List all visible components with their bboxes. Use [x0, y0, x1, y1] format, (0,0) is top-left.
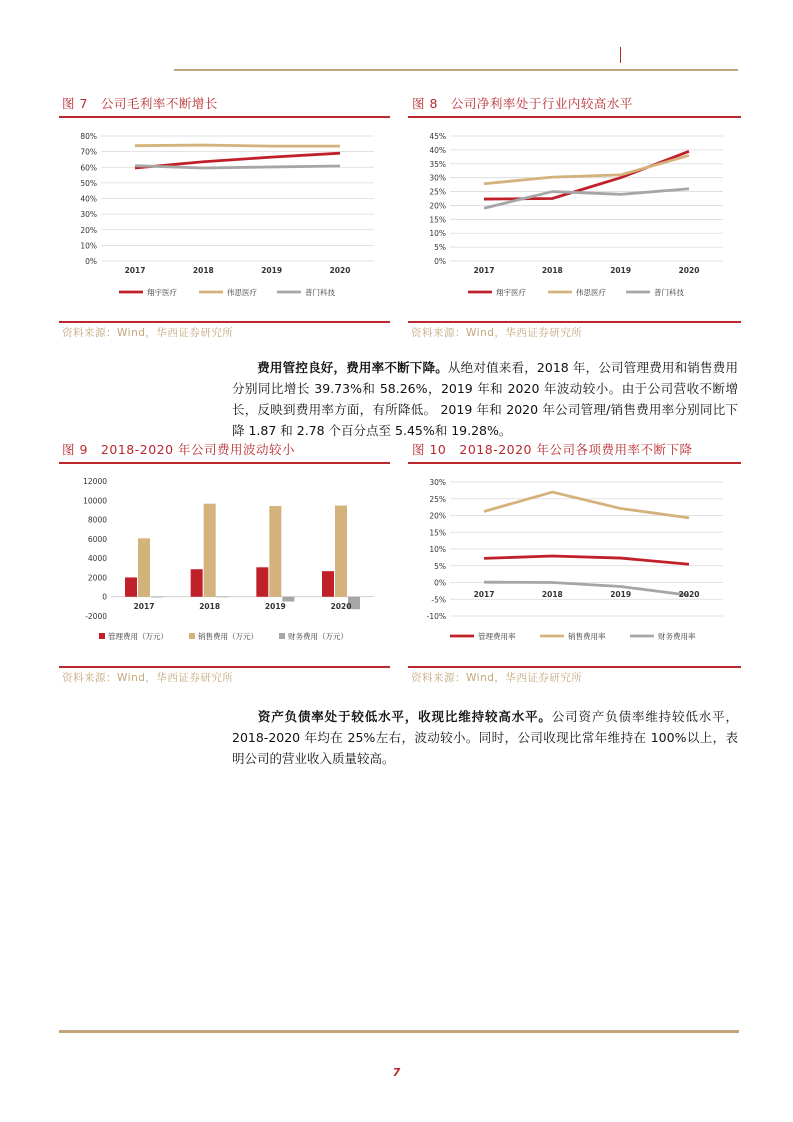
- fig10-ytick-label: -10%: [426, 612, 446, 621]
- fig9-bar-管理费用（万元）: [125, 577, 137, 596]
- fig9-bar-财务费用（万元）: [217, 596, 229, 597]
- fig9-xtick-label: 2018: [199, 602, 221, 611]
- fig7-legend-label: 翔宇医疗: [147, 288, 177, 297]
- fig10-ytick-label: 25%: [429, 494, 446, 504]
- paragraph-debt-ratio: [232, 706, 738, 769]
- fig7-ytick-label: 50%: [80, 178, 97, 188]
- paragraph-expense-control: [232, 357, 738, 441]
- fig10-chart: [408, 466, 741, 664]
- fig7-ytick-label: 20%: [80, 225, 97, 235]
- fig8-ytick-label: 15%: [429, 215, 446, 225]
- fig10-source: 资料来源：Wind，华西证券研究所: [411, 672, 583, 684]
- fig9-top-rule: [59, 462, 390, 464]
- page-number: 7: [392, 1066, 401, 1079]
- fig9-ytick-label: 12000: [83, 477, 107, 486]
- fig9-bar-财务费用（万元）: [151, 597, 163, 598]
- fig8-ytick-label: 20%: [429, 201, 446, 211]
- fig10-xtick-label: 2019: [610, 590, 632, 599]
- fig9-legend-label: 财务费用（万元）: [288, 632, 348, 641]
- fig10-ytick-label: 20%: [429, 511, 446, 521]
- fig8-top-rule: [408, 116, 741, 118]
- fig7-top-rule: [59, 116, 390, 118]
- fig8-ytick-label: 30%: [429, 173, 446, 183]
- fig7-legend-label: 普门科技: [305, 288, 335, 297]
- fig10-xtick-label: 2017: [473, 590, 495, 599]
- fig7-chart: [59, 120, 390, 320]
- fig8-ytick-label: 10%: [429, 229, 446, 239]
- fig9-ytick-label: 10000: [83, 496, 107, 506]
- fig8-xtick-label: 2019: [610, 266, 632, 275]
- fig10-series-line-销售费用率: [484, 492, 689, 518]
- fig7-source: 资料来源：Wind，华西证券研究所: [62, 327, 234, 339]
- paragraph-debt-ratio-lead: 资产负债率处于较低水平，收现比维持较高水平。: [257, 709, 552, 724]
- fig9-bottom-rule: [59, 666, 390, 668]
- fig10-xtick-label: 2018: [541, 590, 563, 599]
- fig10-legend-label: 销售费用率: [568, 632, 606, 641]
- fig9-legend-swatch: [99, 633, 105, 639]
- fig10-legend-label: 财务费用率: [658, 632, 696, 641]
- fig9-ytick-label: 6000: [87, 534, 107, 544]
- fig9-ytick-label: 4000: [87, 554, 107, 564]
- fig9-xtick-label: 2017: [133, 602, 155, 611]
- fig7-ytick-label: 40%: [80, 194, 97, 204]
- fig7-title: 图 7 公司毛利率不断增长: [62, 96, 218, 111]
- fig9-bar-管理费用（万元）: [191, 569, 203, 596]
- fig10-ytick-label: 30%: [429, 478, 446, 487]
- fig8-xtick-label: 2020: [678, 266, 700, 275]
- fig7-ytick-label: 10%: [80, 241, 97, 251]
- fig8-legend-label: 翔宇医疗: [496, 288, 526, 297]
- fig9-bar-财务费用（万元）: [282, 597, 294, 602]
- fig9-ytick-label: 0: [102, 592, 107, 602]
- fig8-ytick-label: 35%: [429, 159, 446, 169]
- fig10-legend-label: 管理费用率: [478, 632, 516, 641]
- fig9-legend-label: 管理费用（万元）: [108, 632, 168, 641]
- fig9-ytick-label: -2000: [85, 612, 107, 621]
- fig9-chart: [59, 466, 390, 664]
- fig7-xtick-label: 2017: [124, 266, 146, 275]
- footer-rule: [59, 1030, 739, 1033]
- fig9-ytick-label: 8000: [87, 515, 107, 525]
- fig9-legend-swatch: [189, 633, 195, 639]
- paragraph-expense-control-lead: 费用管控良好，费用率不断下降。: [257, 360, 448, 375]
- fig8-series-line-伟思医疗: [484, 155, 689, 183]
- fig7-xtick-label: 2020: [329, 266, 351, 275]
- fig8-legend-label: 伟思医疗: [576, 288, 606, 297]
- header-rule: [174, 69, 738, 71]
- fig10-top-rule: [408, 462, 741, 464]
- fig10-xtick-label: 2020: [678, 590, 700, 599]
- fig9-source: 资料来源：Wind，华西证券研究所: [62, 672, 234, 684]
- fig9-bar-销售费用（万元）: [335, 506, 347, 597]
- fig8-ytick-label: 45%: [429, 132, 446, 141]
- fig7-ytick-label: 0%: [85, 257, 97, 266]
- fig8-xtick-label: 2018: [541, 266, 563, 275]
- fig7-xtick-label: 2019: [261, 266, 283, 275]
- fig8-source: 资料来源：Wind，华西证券研究所: [411, 327, 583, 339]
- fig9-bar-管理费用（万元）: [256, 567, 268, 596]
- fig8-ytick-label: 40%: [429, 145, 446, 155]
- fig8-ytick-label: 25%: [429, 187, 446, 197]
- fig10-ytick-label: 5%: [434, 561, 446, 571]
- fig10-bottom-rule: [408, 666, 741, 668]
- paragraph-debt-ratio-body: 公司资产负债率维持较低水平，2018-2020 年均在 25%左右，波动较小。同时，公司收现比常年维持在 100%以上，表明公司的营业收入质量较高。: [232, 709, 738, 766]
- fig9-xtick-label: 2019: [264, 602, 286, 611]
- fig7-legend-label: 伟思医疗: [227, 288, 257, 297]
- fig10-series-line-财务费用率: [484, 582, 689, 595]
- fig9-bar-管理费用（万元）: [322, 571, 334, 597]
- fig9-bar-销售费用（万元）: [269, 506, 281, 597]
- fig8-xtick-label: 2017: [473, 266, 495, 275]
- fig7-ytick-label: 80%: [80, 132, 97, 141]
- fig9-bar-销售费用（万元）: [138, 538, 150, 596]
- fig10-ytick-label: -5%: [431, 595, 446, 605]
- fig8-legend-label: 普门科技: [654, 288, 684, 297]
- fig8-ytick-label: 0%: [434, 257, 446, 266]
- fig8-bottom-rule: [408, 321, 741, 323]
- fig10-series-line-管理费用率: [484, 556, 689, 564]
- paragraph-expense-control-body: 从绝对值来看，2018 年，公司管理费用和销售费用分别同比增长 39.73%和 58.26%，2019 年和 2020 年波动较小。由于公司营收不断增长，反映到费用率方面，有所降低。 2019 年和 2020 年公司管理/销售费用率分别同比下降 1.87 和 2.78 个百分点至 5.45%和 19.28%。: [232, 360, 738, 438]
- fig7-bottom-rule: [59, 321, 390, 323]
- fig9-legend-swatch: [279, 633, 285, 639]
- fig7-ytick-label: 60%: [80, 163, 97, 173]
- fig7-series-line-伟思医疗: [135, 145, 340, 146]
- fig10-ytick-label: 0%: [434, 578, 446, 588]
- fig7-series-line-普门科技: [135, 166, 340, 168]
- fig7-ytick-label: 70%: [80, 147, 97, 157]
- fig9-legend-label: 销售费用（万元）: [198, 632, 258, 641]
- fig10-ytick-label: 15%: [429, 528, 446, 538]
- fig8-chart: [408, 120, 741, 320]
- fig7-ytick-label: 30%: [80, 210, 97, 220]
- fig9-bar-销售费用（万元）: [204, 504, 216, 597]
- fig9-ytick-label: 2000: [87, 573, 107, 583]
- fig10-ytick-label: 10%: [429, 545, 446, 554]
- fig10-title: 图 10 2018-2020 年公司各项费用率不断下降: [412, 442, 693, 457]
- fig9-title: 图 9 2018-2020 年公司费用波动较小: [62, 442, 296, 457]
- fig8-title: 图 8 公司净利率处于行业内较高水平: [412, 96, 633, 111]
- header-tick: [620, 47, 621, 63]
- fig7-xtick-label: 2018: [192, 266, 214, 275]
- fig8-ytick-label: 5%: [434, 243, 446, 253]
- fig9-xtick-label: 2020: [330, 602, 352, 611]
